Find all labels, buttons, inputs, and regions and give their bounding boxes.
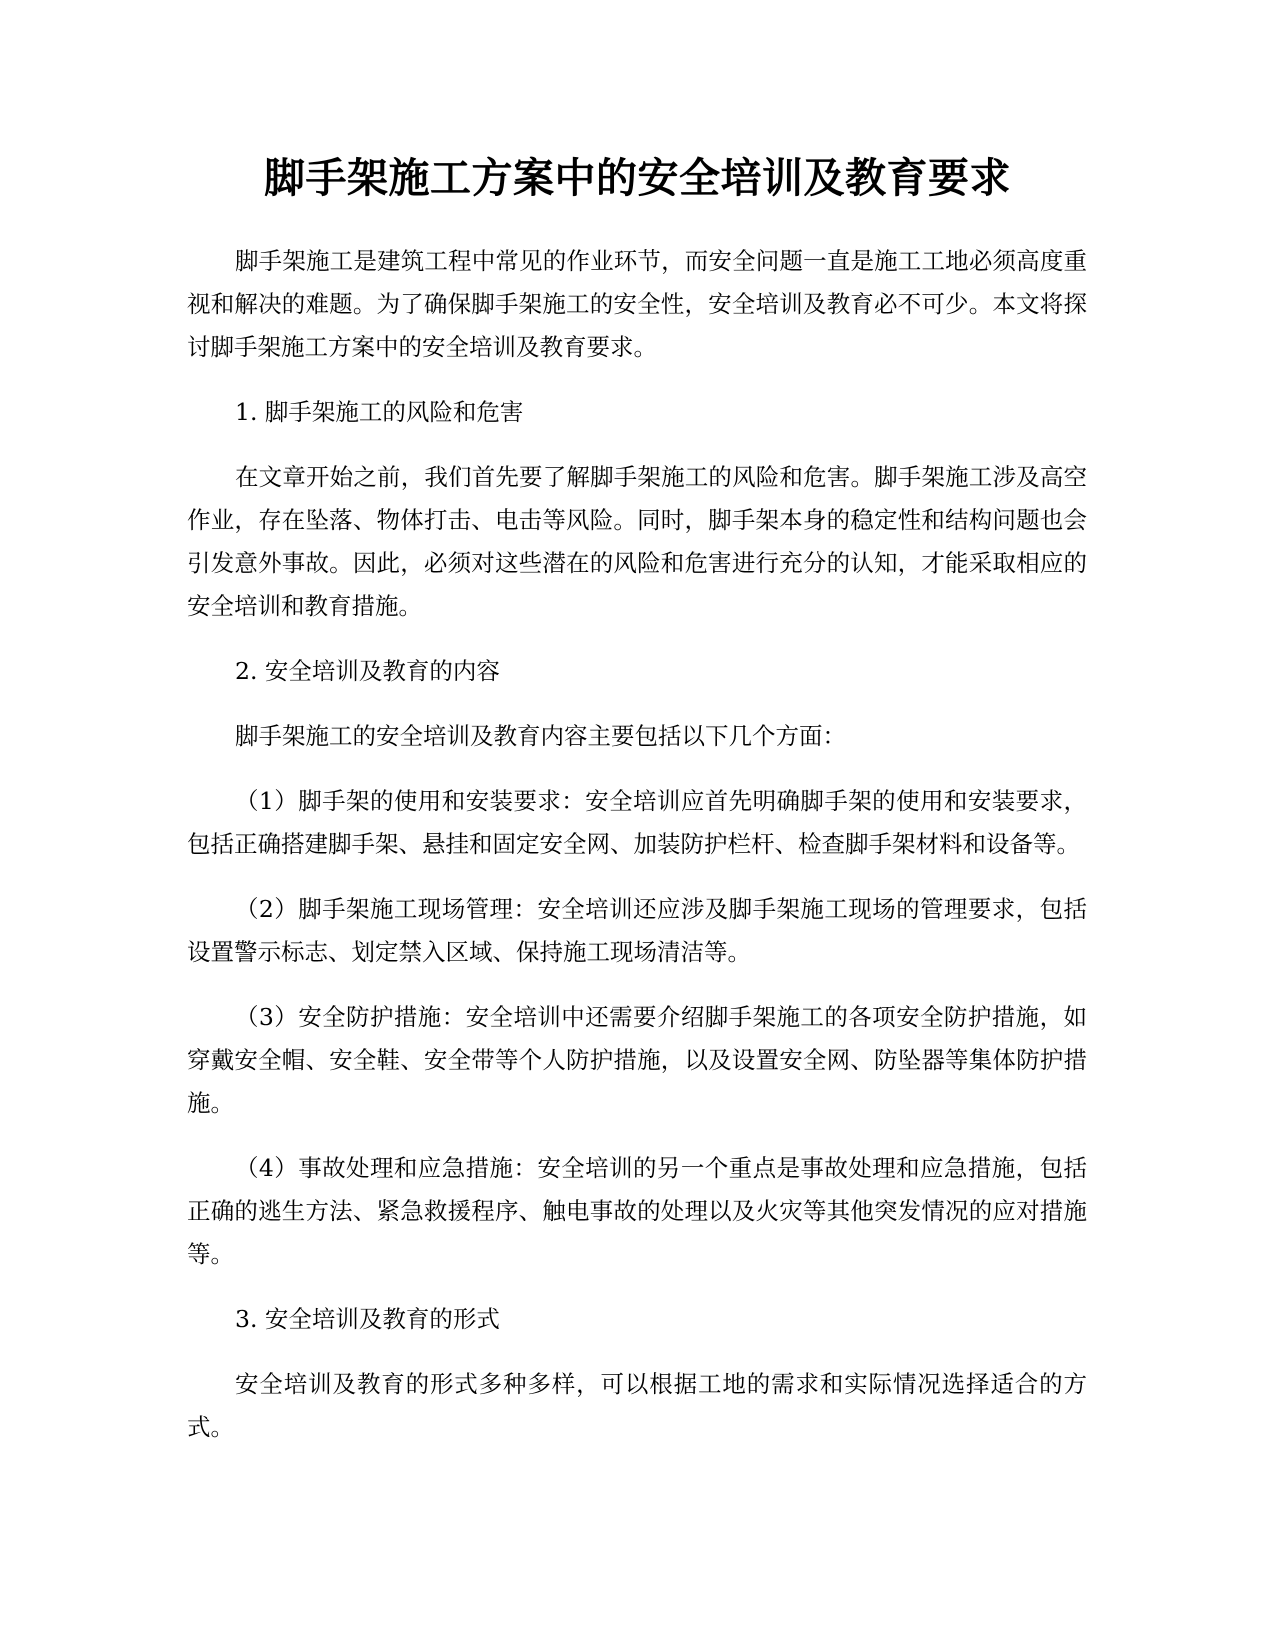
risks-paragraph: 在文章开始之前，我们首先要了解脚手架施工的风险和危害。脚手架施工涉及高空作业，存在坠落、物体打击、电击等风险。同时，脚手架本身的稳定性和结构问题也会引发意外事故。因此，必须对这些潜在的风险和危害进行充分的认知，才能采取相应的安全培训和教育措施。 bbox=[187, 463, 1087, 620]
section-heading-forms: 3. 安全培训及教育的形式 bbox=[235, 1305, 500, 1333]
document-title: 脚手架施工方案中的安全培训及教育要求 bbox=[264, 154, 1011, 202]
content-item-2: （2）脚手架施工现场管理：安全培训还应涉及脚手架施工现场的管理要求，包括设置警示标志、划定禁入区域、保持施工现场清洁等。 bbox=[187, 895, 1087, 966]
content-item-1: （1）脚手架的使用和安装要求：安全培训应首先明确脚手架的使用和安装要求，包括正确搭建脚手架、悬挂和固定安全网、加装防护栏杆、检查脚手架材料和设备等。 bbox=[187, 787, 1087, 858]
section-heading-risks: 1. 脚手架施工的风险和危害 bbox=[235, 398, 524, 426]
document-body bbox=[187, 240, 1087, 1471]
content-item-4: （4）事故处理和应急措施：安全培训的另一个重点是事故处理和应急措施，包括正确的逃生方法、紧急救援程序、触电事故的处理以及火灾等其他突发情况的应对措施等。 bbox=[187, 1154, 1087, 1268]
forms-paragraph: 安全培训及教育的形式多种多样，可以根据工地的需求和实际情况选择适合的方式。 bbox=[187, 1370, 1087, 1441]
intro-paragraph: 脚手架施工是建筑工程中常见的作业环节，而安全问题一直是施工工地必须高度重视和解决的难题。为了确保脚手架施工的安全性，安全培训及教育必不可少。本文将探讨脚手架施工方案中的安全培训及教育要求。 bbox=[187, 247, 1087, 361]
section-heading-content: 2. 安全培训及教育的内容 bbox=[235, 657, 500, 685]
content-item-3: （3）安全防护措施：安全培训中还需要介绍脚手架施工的各项安全防护措施，如穿戴安全帽、安全鞋、安全带等个人防护措施，以及设置安全网、防坠器等集体防护措施。 bbox=[187, 1003, 1087, 1117]
content-intro-paragraph: 脚手架施工的安全培训及教育内容主要包括以下几个方面： bbox=[235, 722, 846, 750]
